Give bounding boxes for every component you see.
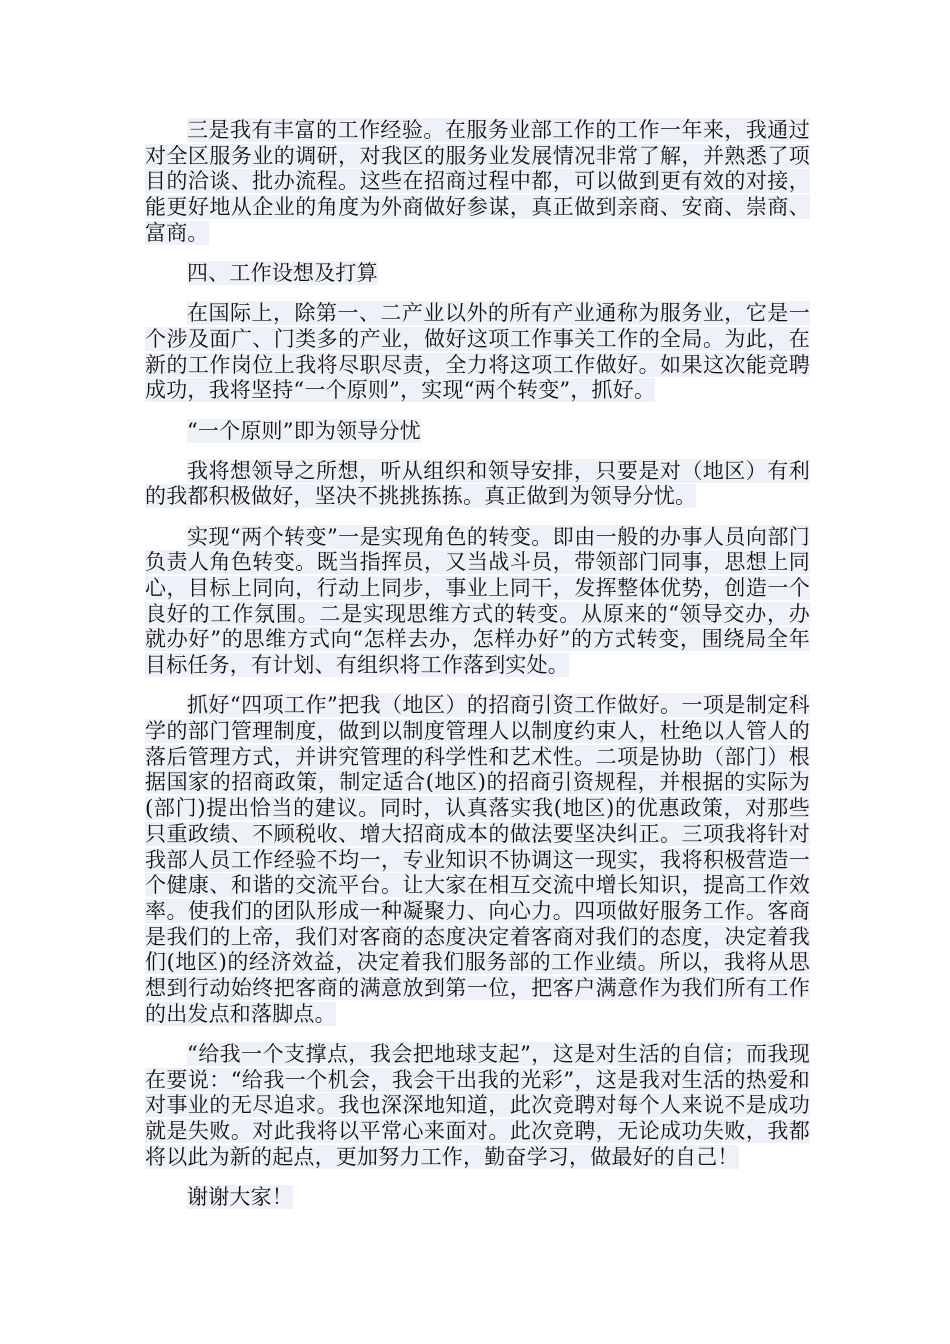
heading-text: 四、工作设想及打算 bbox=[187, 261, 378, 286]
paragraph-thanks bbox=[145, 1185, 810, 1211]
paragraph-text: 实现“两个转变”一是实现角色的转变。即由一般的办事人员向部门负责人角色转变。既当指挥员，又当战斗员，带领部门同事，思想上同心，目标上同向，行动上同步，事业上同干，发挥整体优势，创造一个良好的工作氛围。二是实现思维方式的转变。从原来的“领导交办，办就办好”的思维方式向“怎样去办，怎样办好”的方式转变，围绕局全年目标任务，有计划、有组织将工作落到实处。 bbox=[145, 524, 810, 678]
paragraph-four-tasks bbox=[145, 693, 810, 1027]
section-heading-plans bbox=[145, 261, 810, 287]
paragraph-text: 三是我有丰富的工作经验。在服务业部工作的工作一年来，我通过对全区服务业的调研，对我区的服务业发展情况非常了解，并熟悉了项目的洽谈、批办流程。这些在招商过程中都，可以做到更有效的对接，能更好地从企业的角度为外商做好参谋，真正做到亲商、安商、崇商、富商。 bbox=[145, 118, 810, 245]
paragraph-text: 抓好“四项工作”把我（地区）的招商引资工作做好。一项是制定科学的部门管理制度，做到以制度管理人以制度约束人，杜绝以人管人的落后管理方式，并讲究管理的科学性和艺术性。二项是协助（部门）根据国家的招商政策，制定适合(地区)的招商引资规程，并根据的实际为(部门)提出恰当的建议。同时，认真落实我(地区)的优惠政策，对那些只重政绩、不顾税收、增大招商成本的做法要坚决纠正。三项我将针对我部人员工作经验不均一，专业知识不协调这一现实，我将积极营造一个健康、和谐的交流平台。让大家在相互交流中增长知识，提高工作效率。使我们的团队形成一种凝聚力、向心力。四项做好服务工作。客商是我们的上帝，我们对客商的态度决定着客商对我们的态度，决定着我们(地区)的经济效益，决定着我们服务部的工作业绩。所以，我将从思想到行动始终把客商的满意放到第一位，把客户满意作为我们所有工作的出发点和落脚点。 bbox=[145, 693, 810, 1026]
subheading-one-principle bbox=[145, 419, 810, 445]
paragraph-closing-statement bbox=[145, 1042, 810, 1171]
paragraph-leadership-support bbox=[145, 459, 810, 510]
paragraph-work-experience bbox=[145, 118, 810, 247]
paragraph-two-transformations bbox=[145, 525, 810, 679]
paragraph-text: 谢谢大家！ bbox=[187, 1185, 293, 1210]
paragraph-text: “给我一个支撑点，我会把地球支起”，这是对生活的自信；而我现在要说：“给我一个机会，我会干出我的光彩”，这是我对生活的热爱和对事业的无尽追求。我也深深地知道，此次竞聘对每个人来说不是成功就是失败。对此我将以平常心来面对。此次竞聘，无论成功失败，我都将以此为新的起点，更加努力工作，勤奋学习，做最好的自己！ bbox=[145, 1042, 810, 1169]
paragraph-text: 我将想领导之所想，听从组织和领导安排，只要是对（地区）有利的我都积极做好，坚决不挑挑拣拣。真正做到为领导分忧。 bbox=[145, 458, 810, 509]
subheading-text: “一个原则”即为领导分忧 bbox=[187, 418, 421, 443]
paragraph-service-industry bbox=[145, 301, 810, 404]
document-body bbox=[145, 118, 810, 1225]
paragraph-text: 在国际上，除第一、二产业以外的所有产业通称为服务业，它是一个涉及面广、门类多的产业，做好这项工作事关工作的全局。为此，在新的工作岗位上我将尽职尽责，全力将这项工作做好。如果这次能竞聘成功，我将坚持“一个原则”，实现“两个转变”，抓好。 bbox=[145, 301, 810, 403]
